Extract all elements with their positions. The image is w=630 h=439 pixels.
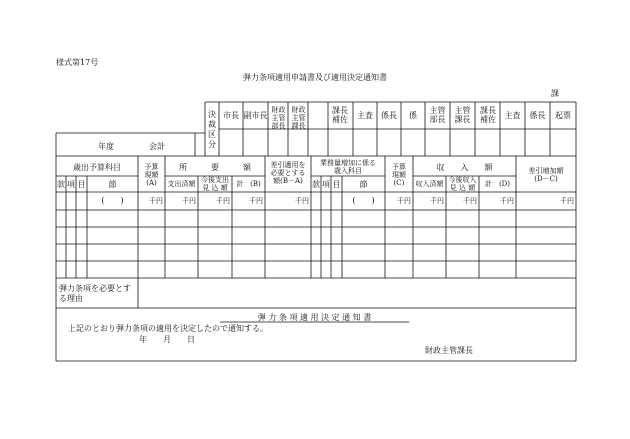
kan-header: 款 [57,180,65,189]
moku-header: 目 [77,180,86,189]
form-number: 様式第17号 [56,58,99,67]
unit-deficit: 千円 [295,197,309,205]
approver-drafter: 起票 [555,111,571,120]
unit-future-revenue: 千円 [463,197,477,205]
revenue-budget-c-header: 予算 現額 (C) [392,163,406,187]
unit-received: 千円 [430,197,444,205]
approver-section-head: 主管課長 [454,106,471,124]
notice-text: 上記のとおり弾力条項の適用を決定したので通知する。 [68,324,268,333]
unit-expended: 千円 [182,197,196,205]
approver-deputy-mayor: 副市長 [243,111,268,120]
approver-dept-director: 主管部長 [429,106,446,124]
unit-total-b: 千円 [249,197,263,205]
moku-header-revenue: 目 [332,180,341,189]
unit-budget-a: 千円 [149,197,163,205]
decision-category-label: 決 裁 区 分 [208,110,216,149]
kan-header-revenue: 款 [312,180,320,189]
future-expected-header: 今後支出 見 込 額 [201,176,229,192]
total-b-header: 計 (B) [236,180,261,188]
approver-subsection-chief: 係長 [381,111,397,120]
total-d-header: 計 (D) [484,180,511,188]
setsu-paren-left: ( ) [101,196,124,205]
expended-header: 支出済額 [167,180,196,188]
approver-deputy-chief-2: 課長補佐 [480,106,496,124]
notice-heading: 弾 力 条 項 適 用 決 定 通 知 書 [257,313,372,322]
setsu-header: 節 [108,180,117,189]
form-title: 弾力条項適用申請書及び適用決定通知書 [243,73,387,82]
approver-chief-examiner-2: 主査 [504,111,521,120]
approver-staff: 係 [409,111,417,120]
reason-label: 弾力条項を必要とする理由 [59,284,131,303]
revenue-amount-header: 収 入 額 [436,163,493,172]
setsu-header-revenue: 節 [359,180,368,189]
expense-budget-item-header: 歳出予算科目 [73,163,121,172]
net-increase-header: 差引増加額 (D－C) [528,167,564,183]
setsu-paren-right: ( ) [352,196,375,205]
unit-future-expected: 千円 [216,197,230,205]
approver-finance-section-head: 財政主管課長 [291,106,306,130]
approver-mayor: 市長 [223,111,239,120]
deficit-header: 差引適用を 必要とする 額(B－A) [270,161,306,185]
budget-amount-a-header: 予算 現額 (A) [144,163,159,187]
fiscal-year-label: 年度 [98,142,114,151]
approver-chief-examiner: 主査 [357,111,373,120]
kou-header-revenue: 項 [322,180,330,189]
approver-subsection-chief-2: 係長 [529,111,546,120]
unit-total-d: 千円 [500,197,514,205]
future-revenue-header: 今後収入 見 込 額 [448,176,477,192]
account-label: 会計 [149,142,165,151]
notice-signer: 財政主管課長 [425,346,473,355]
required-amount-header: 所 要 額 [179,163,251,172]
approver-deputy-chief: 課長補佐 [332,106,348,124]
unit-revenue-budget: 千円 [397,197,411,205]
approver-finance-director: 財政主管部長 [271,106,286,130]
revenue-item-header: 業務量増加に係る 歳入科目 [320,159,376,175]
kou-header: 項 [67,180,75,189]
unit-net-increase: 千円 [560,197,574,205]
section-label: 課 [551,89,559,98]
received-header: 収入済額 [415,180,444,188]
notice-date: 年 月 日 [139,335,195,344]
